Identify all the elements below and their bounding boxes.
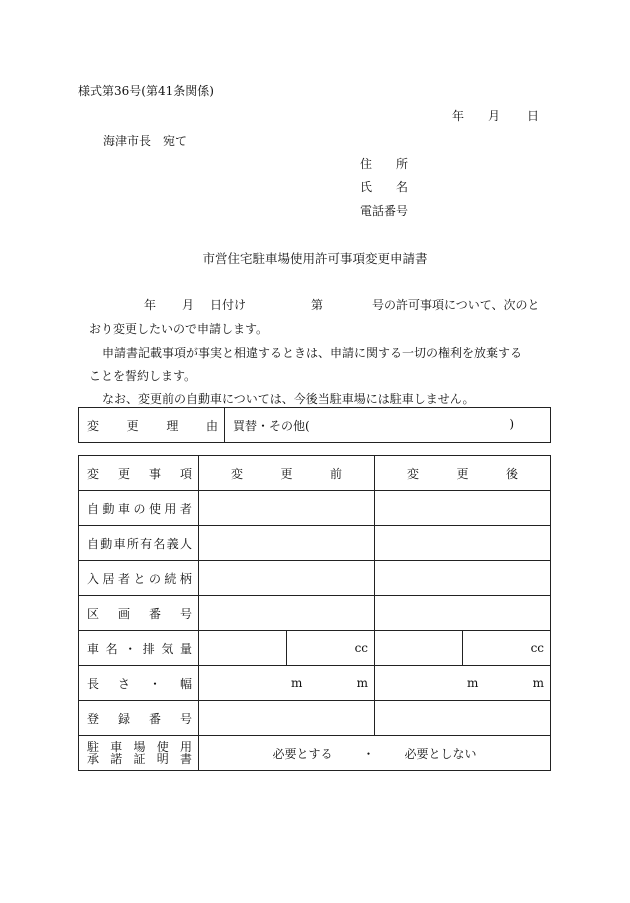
row-label-vehicle-user: 自 動 車 の 使 用 者 (79, 491, 199, 526)
ref-month: 月 (182, 298, 195, 312)
row-label-vehicle-owner: 自 動 車 所 有 名 義 人 (79, 526, 199, 561)
row-label-registration-number: 登 録 番 号 (79, 701, 199, 736)
body-line3: 申請書記載事項が事実と相違するときは、申請に関する一切の権利を放棄する (102, 346, 523, 360)
table-header-row (79, 456, 551, 491)
registration-after[interactable] (375, 701, 551, 736)
unit-m: m (291, 676, 303, 690)
unit-m: m (467, 676, 479, 690)
certificate-options (199, 736, 551, 771)
page-title: 市営住宅駐車場使用許可事項変更申請書 (202, 251, 428, 266)
reason-value-suffix: ) (509, 416, 514, 431)
ref-no: 第 (311, 298, 324, 312)
body-line5: なお、変更前の自動車については、今後当駐車場には駐車しません。 (102, 392, 475, 406)
option-need[interactable]: 必要とする (272, 746, 333, 761)
ref-year: 年 (144, 298, 157, 312)
displacement-before[interactable] (287, 631, 375, 666)
vehicle-owner-after[interactable] (375, 526, 551, 561)
date-year: 年 (452, 109, 465, 123)
unit-m: m (532, 676, 545, 690)
lot-number-before[interactable] (199, 596, 375, 631)
change-table (78, 455, 551, 771)
ref-dated: 日付け (210, 298, 247, 312)
table-row (79, 596, 551, 631)
car-name-after[interactable] (375, 631, 463, 666)
table-row (79, 701, 551, 736)
reason-table (78, 407, 551, 443)
unit-m: m (356, 676, 369, 690)
date-day: 日 (527, 109, 540, 123)
unit-cc: cc (354, 641, 369, 655)
option-no-need[interactable]: 必要としない (404, 746, 477, 761)
header-before-cell: 変 更 前 (199, 456, 375, 491)
row-label-length-width: 長 さ ・ 幅 (79, 666, 199, 701)
length-width-before[interactable] (199, 666, 375, 701)
date-month: 月 (488, 109, 501, 123)
row-label-car-name-displacement: 車 名 ・ 排 気 量 (79, 631, 199, 666)
table-row (79, 561, 551, 596)
table-row (79, 491, 551, 526)
header-item-cell: 変 更 事 項 (79, 456, 199, 491)
table-row (79, 631, 551, 666)
body-line1-tail: 号の許可事項について、次のと (372, 298, 540, 312)
car-name-before[interactable] (199, 631, 287, 666)
applicant-name-label: 氏 名 (360, 180, 409, 194)
vehicle-owner-before[interactable] (199, 526, 375, 561)
reason-value-cell[interactable] (225, 408, 551, 443)
row-label-parking-consent-certificate: 駐 車 場 使 用 承 諾 証 明 書 (79, 736, 199, 771)
body-line4: ことを誓約します。 (89, 369, 197, 383)
form-number: 様式第36号(第41条関係) (78, 84, 214, 98)
option-separator: ・ (362, 746, 375, 761)
reason-label-cell: 変 更 理 由 (79, 408, 225, 443)
registration-before[interactable] (199, 701, 375, 736)
displacement-after[interactable] (463, 631, 551, 666)
header-after-cell: 変 更 後 (375, 456, 551, 491)
applicant-phone-label: 電話番号 (360, 204, 409, 218)
vehicle-user-before[interactable] (199, 491, 375, 526)
body-line2: おり変更したいので申請します。 (89, 322, 269, 336)
applicant-address-label: 住 所 (360, 157, 409, 171)
lot-number-after[interactable] (375, 596, 551, 631)
relationship-after[interactable] (375, 561, 551, 596)
table-row (79, 526, 551, 561)
row-label-relationship: 入 居 者 と の 続 柄 (79, 561, 199, 596)
vehicle-user-after[interactable] (375, 491, 551, 526)
length-width-after[interactable] (375, 666, 551, 701)
table-row (79, 666, 551, 701)
relationship-before[interactable] (199, 561, 375, 596)
addressee: 海津市長 宛て (103, 134, 188, 148)
reason-value-prefix: 買替・その他( (233, 418, 310, 433)
row-label-lot-number: 区 画 番 号 (79, 596, 199, 631)
unit-cc: cc (530, 641, 545, 655)
table-row (79, 736, 551, 771)
